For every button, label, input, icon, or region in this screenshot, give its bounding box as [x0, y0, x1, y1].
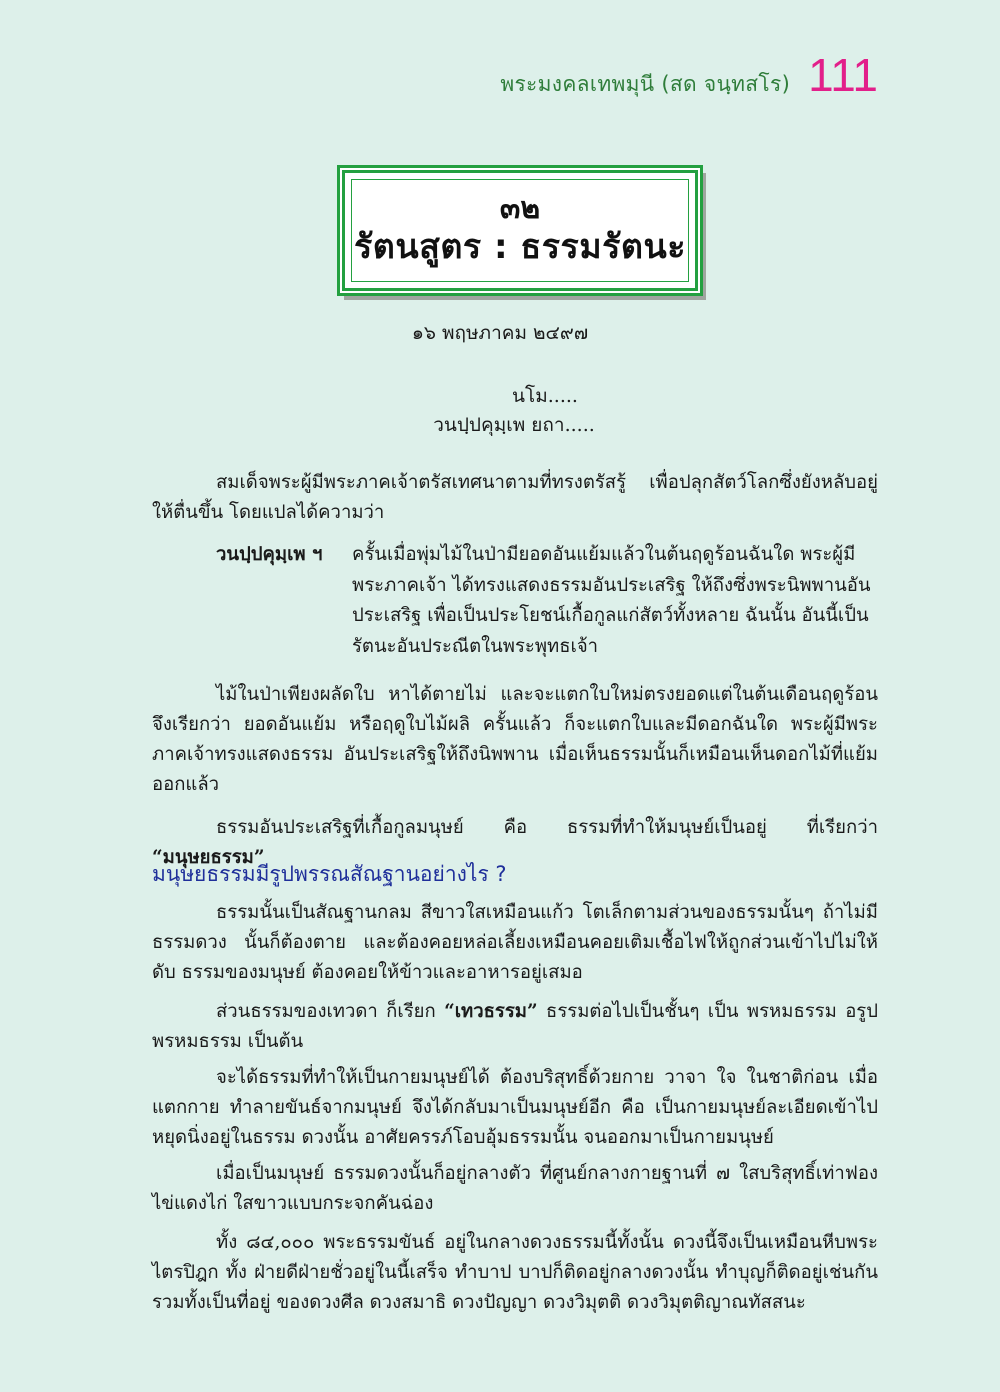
verse-label: วนปฺปคุมฺเพ ฯ — [216, 544, 323, 565]
trees-paragraph: ไม้ในป่าเพียงผลัดใบ หาได้ตายไม่ และจะแตกใบใหม่ตรงยอดแต่ในต้นเดือนฤดูร้อน จึงเรียกว่า ยอดอันแย้ม หรือฤดูใบไม้ผลิ ครั้นแล้ว ก็จะแตกใบและมีดอกฉันใด พระผู้มีพระภาคเจ้าทรงแสดงธรรม อันประเสริฐให้ถึงนิพพาน เมื่อเห็นธรรมนั้นก็เหมือนเห็นดอกไม้ที่แย้มออกแล้ว — [152, 684, 878, 795]
chapter-number: ๓๒ — [499, 190, 541, 226]
human-dhamma-term: “มนุษยธรรม” — [152, 847, 265, 868]
invocation-line: วนปฺปคุมฺเพ ยถา..... — [433, 414, 595, 436]
human-dhamma-text: ธรรมอันประเสริฐที่เกื้อกูลมนุษย์ คือ ธรรมที่ทำให้มนุษย์เป็นอยู่ ที่เรียกว่า — [216, 817, 878, 838]
chapter-title-box — [342, 170, 698, 291]
tipitaka-paragraph: ทั้ง ๘๔,๐๐๐ พระธรรมขันธ์ อยู่ในกลางดวงธรรมนี้ทั้งนั้น ดวงนี้จึงเป็นเหมือนหีบพระไตรปิฎก ทั้ง ฝ่ายดีฝ่ายชั่วอยู่ในนี้เสร็จ ทำบาป บาปก็ติดอยู่กลางดวงนั้น ทำบุญก็ติดอยู่เช่นกัน รวมทั้งเป็นที่อยู่ ของดวงศีล ดวงสมาธิ ดวงปัญญา ดวงวิมุตติ ดวงวิมุตติญาณทัสสนะ — [152, 1232, 878, 1313]
intro-paragraph-block — [152, 468, 878, 528]
chapter-title-inner-frame — [351, 179, 689, 282]
deva-term: “เทวธรรม” — [444, 1001, 538, 1022]
running-header-author: พระมงคลเทพมุนี (สด จนฺทสโร) — [500, 72, 791, 96]
trees-paragraph-block — [152, 680, 878, 800]
invocation-line: นโม..... — [512, 385, 578, 407]
verse-text: ครั้นเมื่อพุ่มไม้ในป่ามียอดอันแย้มแล้วในต้นฤดูร้อนฉันใด พระผู้มีพระภาคเจ้า ได้ทรงแสดงธรรมอันประเสริฐ ให้ถึงซึ่งพระนิพพานอันประเสริฐ เพื่อเป็นประโยชน์เกื้อกูลแก่สัตว์ทั้งหลาย ฉันนั้น อันนี้เป็นรัตนะอันประณีตในพระพุทธเจ้า — [352, 544, 871, 657]
body-paragraphs — [152, 898, 878, 1318]
center-paragraph: เมื่อเป็นมนุษย์ ธรรมดวงนั้นก็อยู่กลางตัว ที่ศูนย์กลางกายฐานที่ ๗ ใสบริสุทธิ์เท่าฟองไข่แดงไก่ ใสขาวแบบกระจกคันฉ่อง — [152, 1163, 878, 1214]
page-header — [500, 49, 878, 101]
sermon-date: ๑๖ พฤษภาคม ๒๔๙๗ — [411, 322, 589, 344]
deva-paragraph — [152, 997, 878, 1057]
intro-paragraph: สมเด็จพระผู้มีพระภาคเจ้าตรัสเทศนาตามที่ทรงตรัสรู้ เพื่อปลุกสัตว์โลกซึ่งยังหลับอยู่ให้ตื่นขึ้น โดยแปลได้ความว่า — [152, 472, 878, 523]
deva-text-before: ส่วนธรรมของเทวดา ก็เรียก — [216, 1001, 445, 1022]
page-number: 111 — [808, 49, 878, 101]
deva-text-after: ธรรมต่อไปเป็นชั้นๆ เป็น พรหมธรรม อรูปพรหมธรรม เป็นต้น — [152, 1001, 878, 1052]
shape-paragraph: ธรรมนั้นเป็นสัณฐานกลม สีขาวใสเหมือนแก้ว โตเล็กตามส่วนของธรรมนั้นๆ ถ้าไม่มีธรรมดวง นั้นก็ต้องตาย และต้องคอยหล่อเลี้ยงเหมือนคอยเติมเชื้อไฟให้ถูกส่วนเข้าไปไม่ให้ดับ ธรรมของมนุษย์ ต้องคอยให้ข้าวและอาหารอยู่เสมอ — [152, 902, 878, 983]
pali-invocation — [0, 382, 1000, 440]
verse-translation — [216, 540, 878, 662]
section-heading: มนุษยธรรมมีรูปพรรณสัณฐานอย่างไร ? — [152, 862, 507, 886]
chapter-title: รัตนสูตร : ธรรมรัตนะ — [354, 226, 686, 267]
rebirth-paragraph: จะได้ธรรมที่ทำให้เป็นกายมนุษย์ได้ ต้องบริสุทธิ์ด้วยกาย วาจา ใจ ในชาติก่อน เมื่อแตกกาย ทำลายขันธ์จากมนุษย์ จึงได้กลับมาเป็นมนุษย์อีก คือ เป็นกายมนุษย์ละเอียดเข้าไปหยุดนิ่งอยู่ในธรรม ดวงนั้น อาศัยครรภ์โอบอุ้มธรรมนั้น จนออกมาเป็นกายมนุษย์ — [152, 1067, 878, 1148]
